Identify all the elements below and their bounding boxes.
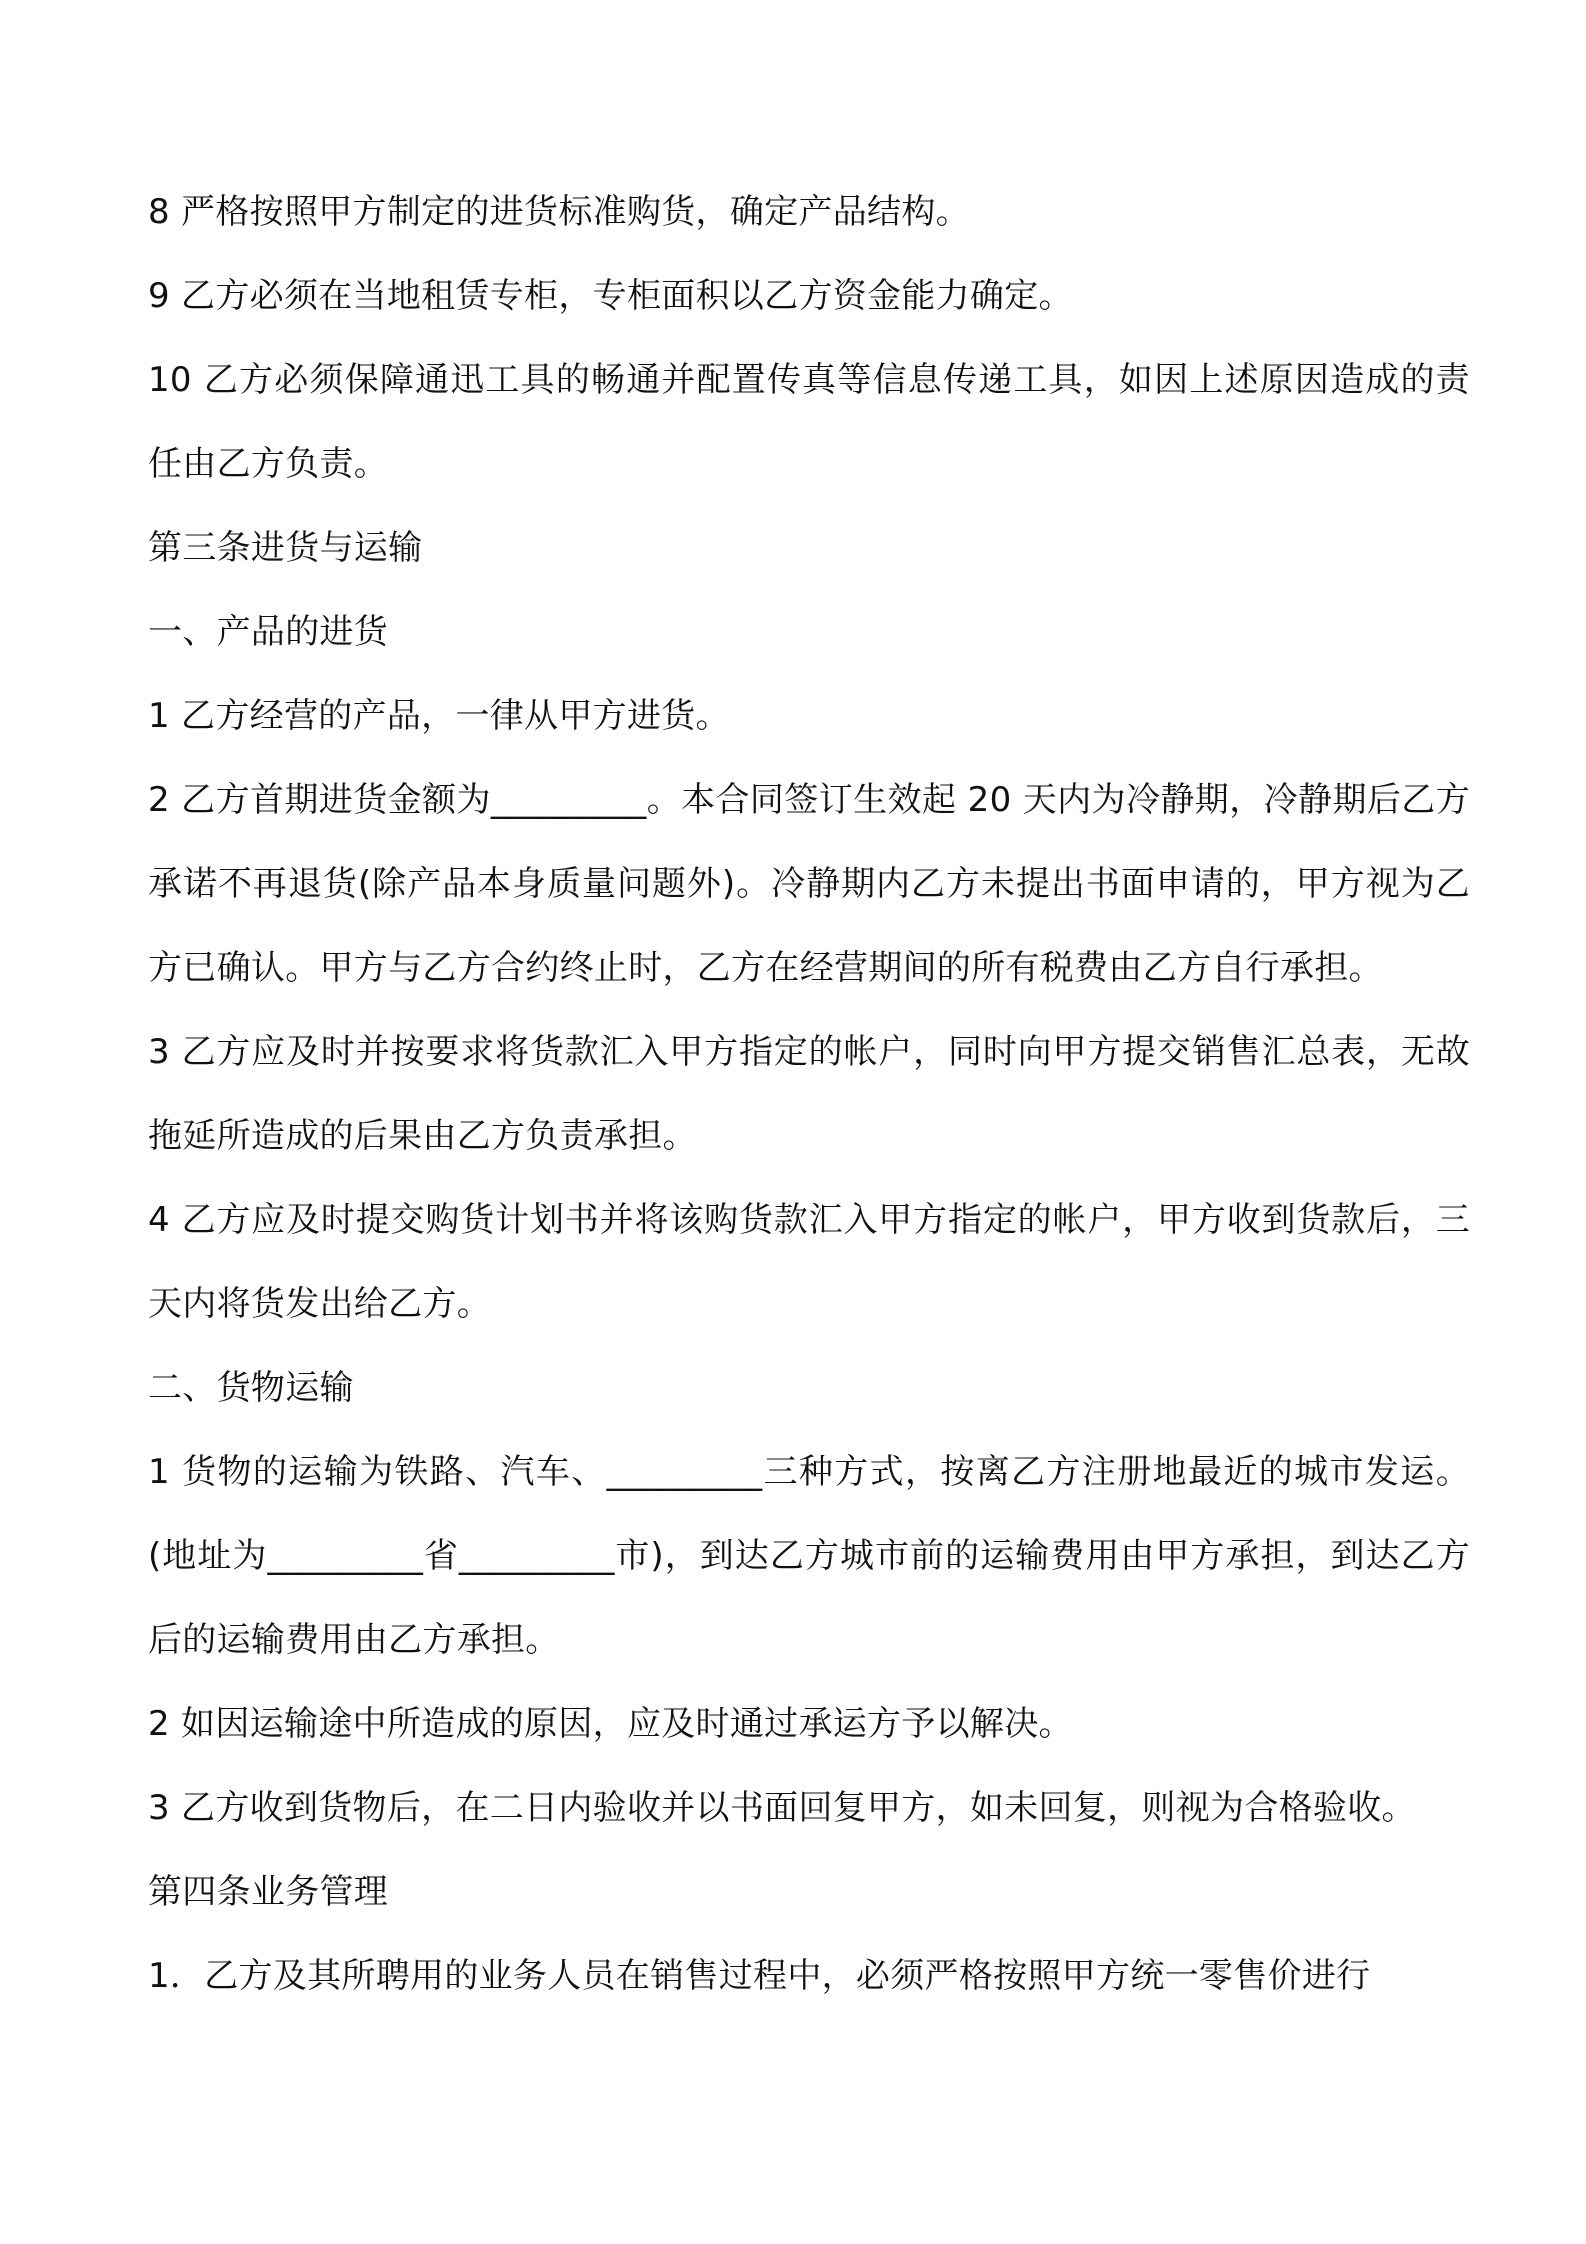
section-transport-heading: 二、货物运输 <box>148 1368 354 1408</box>
paragraph-transport-2: 2 如因运输途中所造成的原因，应及时通过承运方予以解决。 <box>148 1704 1073 1744</box>
paragraph-clause-10: 10 乙方必须保障通迅工具的畅通并配置传真等信息传递工具，如因上述原因造成的责任由乙方负责。 <box>148 360 1470 484</box>
paragraph-purchase-2: 2 乙方首期进货金额为_________。本合同签订生效起 20 天内为冷静期，冷静期后乙方承诺不再退货(除产品本身质量问题外)。冷静期内乙方未提出书面申请的，甲方视为乙方已确认。甲方与乙方合约终止时，乙方在经营期间的所有税费由乙方自行承担。 <box>148 780 1470 988</box>
paragraph-transport-3: 3 乙方收到货物后，在二日内验收并以书面回复甲方，如未回复，则视为合格验收。 <box>148 1788 1416 1828</box>
section-product-purchase-heading: 一、产品的进货 <box>148 612 389 652</box>
paragraph-purchase-4: 4 乙方应及时提交购货计划书并将该购货款汇入甲方指定的帐户，甲方收到货款后，三天内将货发出给乙方。 <box>148 1200 1470 1324</box>
paragraph-business-1: 1．乙方及其所聘用的业务人员在销售过程中，必须严格按照甲方统一零售价进行 <box>148 1956 1371 1996</box>
paragraph-clause-8: 8 严格按照甲方制定的进货标准购货，确定产品结构。 <box>148 192 970 232</box>
paragraph-purchase-1: 1 乙方经营的产品，一律从甲方进货。 <box>148 696 730 736</box>
article-3-heading: 第三条进货与运输 <box>148 528 423 568</box>
paragraph-purchase-3: 3 乙方应及时并按要求将货款汇入甲方指定的帐户，同时向甲方提交销售汇总表，无故拖延所造成的后果由乙方负责承担。 <box>148 1032 1470 1156</box>
document-body <box>148 170 1470 2018</box>
paragraph-clause-9: 9 乙方必须在当地租赁专柜，专柜面积以乙方资金能力确定。 <box>148 276 1073 316</box>
article-4-heading: 第四条业务管理 <box>148 1872 389 1912</box>
paragraph-transport-1: 1 货物的运输为铁路、汽车、_________三种方式，按离乙方注册地最近的城市发运。(地址为_________省_________市)，到达乙方城市前的运输费用由甲方承担，到达乙方后的运输费用由乙方承担。 <box>148 1452 1470 1660</box>
